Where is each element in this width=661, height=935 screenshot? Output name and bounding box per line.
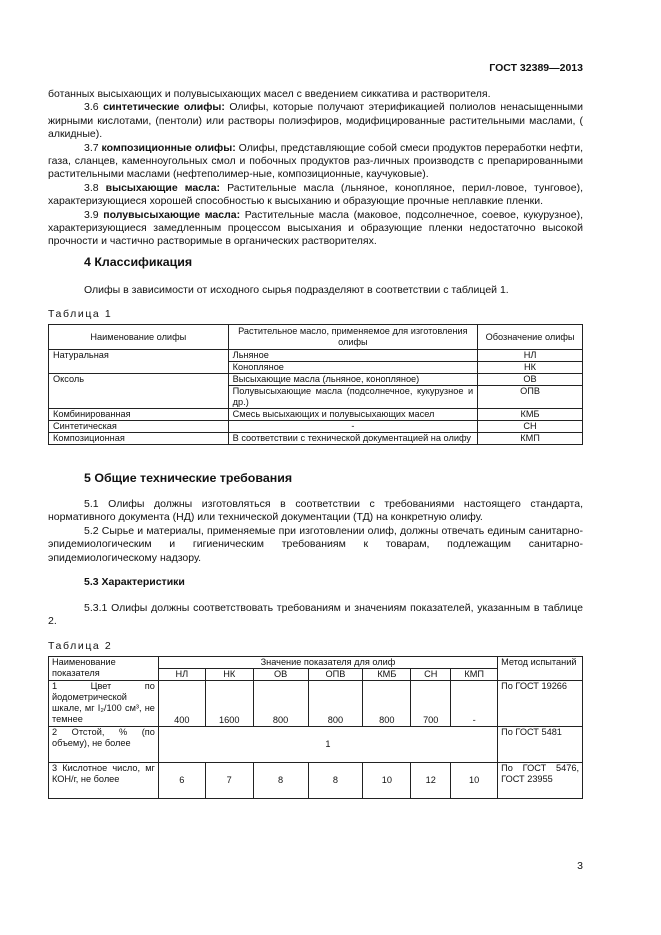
standard-header: ГОСТ 32389—2013 xyxy=(489,62,583,74)
term-synthetic: синтетические олифы: xyxy=(103,101,225,114)
paragraph-3-7: 3.7 композиционные олифы: Олифы, представляющие собой смеси продуктов переработки нефти, газа, сланцев, каменноугольных смол и побочных продуктов раз-личных производств с препарированными растительными маслами (нефтеполимер-ные, композиционные, каучуковые). xyxy=(48,141,583,181)
paragraph-3-9: 3.9 полувысыхающие масла: Растительные масла (маковое, подсолнечное, соевое, кукурузное), характеризующиеся замедленным процессом высыхания и образующие пленки недостаточно высокой прочности и частично растворимые в органических растворителях. xyxy=(48,208,583,248)
table-row: 3 Кислотное число, мг КОН/г, не более 6 7 8 8 10 12 10 По ГОСТ 5476, ГОСТ 23955 xyxy=(49,763,583,799)
table-1-header: Наименование олифы xyxy=(49,325,229,350)
table-2-header-name: Наименование показателя xyxy=(49,657,159,681)
term-semidrying-oils: полувысыхающие масла: xyxy=(103,208,241,221)
paragraph-5-1: 5.1 Олифы должны изготовляться в соответствии с требованиями настоящего стандарта, нормативного документа (НД) или технической документации (ТД) на конкретную олифу. xyxy=(48,498,583,524)
table-1 xyxy=(48,324,583,445)
table-2-caption: Таблица 2 xyxy=(48,640,113,652)
table-1-header: Обозначение олифы xyxy=(478,325,583,350)
table-row: Натуральная Льняное НЛ xyxy=(49,350,583,362)
table-2-header-method: Метод испытаний xyxy=(498,657,583,681)
table-row: Оксоль Высыхающие масла (льняное, конопляное) ОВ xyxy=(49,374,583,386)
table-row: Композиционная В соответствии с технической документацией на олифу КМП xyxy=(49,433,583,445)
term-composite: композиционные олифы: xyxy=(101,141,236,154)
paragraph-3-6: 3.6 синтетические олифы: Олифы, которые получают этерификацией полиолов ненасыщенными жирными кислотами, (пентоли) или растворы полиэфиров, модифицированные растительными маслами, ( алкидные). xyxy=(48,101,583,141)
table-2 xyxy=(48,656,583,799)
paragraph-5-2: 5.2 Сырье и материалы, применяемые при изготовлении олиф, должны отвечать единым санитарно-эпидемиологическим и гигиеническим требованиям к товарам, подлежащим санитарно-эпидемиологическому надзору. xyxy=(48,524,583,564)
section-5-text xyxy=(48,498,583,565)
term-drying-oils: высыхающие масла: xyxy=(105,181,221,194)
section-5-title: 5 Общие технические требования xyxy=(84,471,293,485)
table-row: 2 Отстой, % (по объему), не более 1 По ГОСТ 5481 xyxy=(49,727,583,763)
subsection-5-3-title: 5.3 Характеристики xyxy=(84,576,185,588)
section-4-title: 4 Классификация xyxy=(84,255,193,269)
paragraph-continuation: ботанных высыхающих и полувысыхающих масел с введением сиккатива и растворителя. xyxy=(48,88,491,100)
section-4-text: Олифы в зависимости от исходного сырья подразделяют в соответствии с таблицей 1. xyxy=(84,284,509,296)
page-number: 3 xyxy=(577,860,583,872)
paragraph-3-8: 3.8 высыхающие масла: Растительные масла (льняное, конопляное, перил-ловое, тунговое), характеризующиеся хорошей способностью к высыханию и образующие прочные неплавкие пленки. xyxy=(48,181,583,208)
table-row: Синтетическая - СН xyxy=(49,421,583,433)
table-1-caption: Таблица 1 xyxy=(48,308,113,320)
table-2-codes: НЛ НК ОВ ОПВ КМБ СН КМП xyxy=(49,669,583,681)
table-row: Полувысыхающие масла (подсолнечное, кукурузное и др.) ОПВ xyxy=(49,386,583,409)
paragraph-5-3-1: 5.3.1 Олифы должны соответствовать требованиям и значениям показателей, указанным в таблице 2. xyxy=(48,602,583,628)
intro-text xyxy=(48,88,583,249)
table-1-header: Растительное масло, применяемое для изготовления олифы xyxy=(228,325,477,350)
table-row: Конопляное НК xyxy=(49,362,583,374)
table-row: 1 Цвет по йодометрической шкале, мг I₂/100 см³, не темнее 400 1600 800 800 800 700 - По ГОСТ 19266 xyxy=(49,681,583,727)
table-2-header-value: Значение показателя для олиф xyxy=(158,657,497,669)
table-row: Комбинированная Смесь высыхающих и полувысыхающих масел КМБ xyxy=(49,409,583,421)
